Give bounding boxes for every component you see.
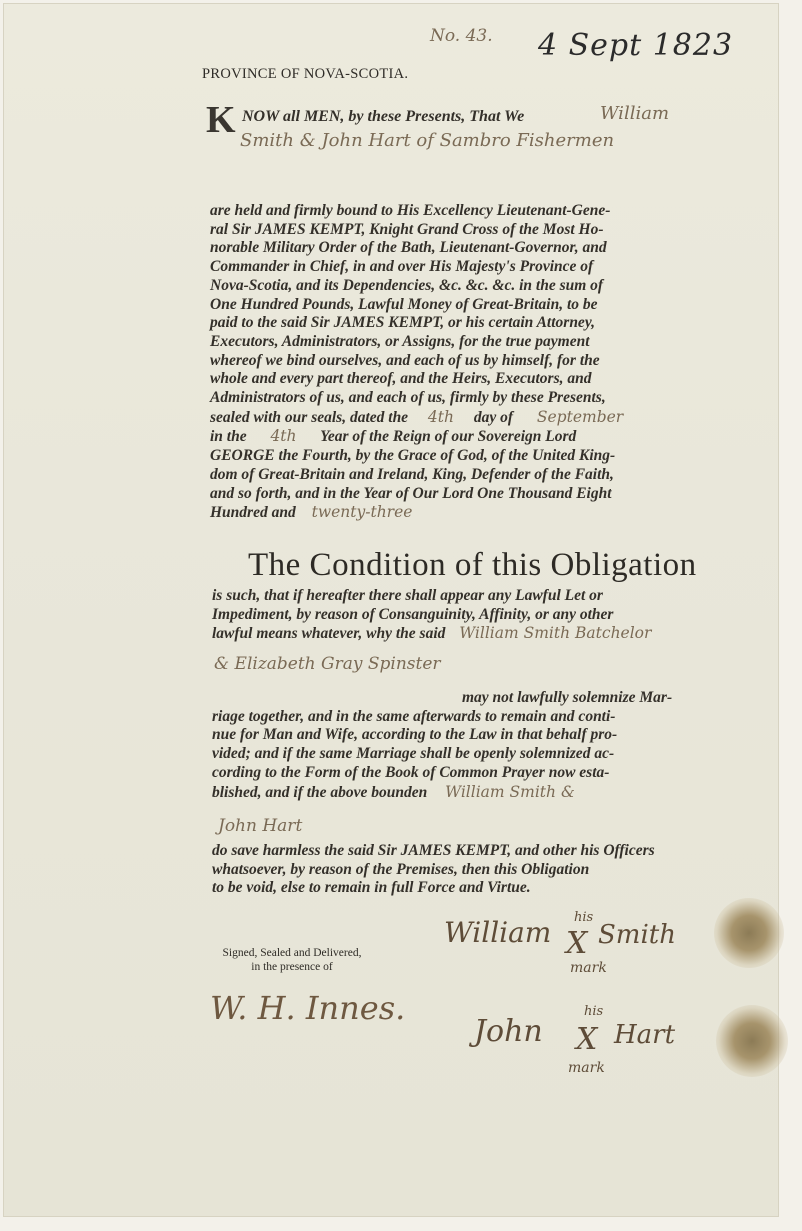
names-hand: & Elizabeth Gray Spinster [214,654,441,674]
sealed-line [210,408,730,428]
opening-hand-name: William [600,103,670,124]
marriage-line: riage together, and in the same afterwards to remain and conti- [212,707,616,725]
bounden-line [212,783,732,803]
bond-line: Commander in Chief, in and over His Majesty's Province of [210,258,594,276]
reign-line: and so forth, and in the Year of Our Lord One Thousand Eight [210,484,612,502]
document-page [4,4,778,1216]
harmless-line: do save harmless the said Sir JAMES KEMPT, and other his Officers [212,842,655,859]
bond-line: One Hundred Pounds, Lawful Money of Great-Britain, to be [210,295,598,313]
signature-1-his: his [574,910,594,925]
bond-line: ral Sir JAMES KEMPT, Knight Grand Cross of the Most Ho- [210,220,604,238]
hundred-print: Hundred and [210,504,296,522]
bond-line: Executors, Administrators, or Assigns, for the true payment [210,332,590,350]
harmless-line: to be void, else to remain in full Force and Virtue. [212,879,531,897]
opening-hand-names: Smith & John Hart of Sambro Fishermen [240,130,615,151]
marriage-line: vided; and if the same Marriage shall be openly solemnized ac- [212,745,615,763]
bounden-hand-2: John Hart [218,816,303,836]
reign-line: GEORGE the Fourth, by the Grace of God, of the United King- [210,447,616,465]
harmless-line: whatsoever, by reason of the Premises, then this Obligation [212,860,590,878]
drop-cap: K [206,99,236,141]
marriage-line: nue for Man and Wife, according to the Law in that behalf pro- [212,726,618,744]
reign-line [210,427,730,447]
lawful-hand: William Smith Batchelor [459,624,652,643]
sealed-day-hand: 4th [427,407,454,426]
lawful-line [212,624,732,644]
opening-print: NOW all MEN, by these Presents, That We [242,108,525,125]
province-heading: PROVINCE OF NOVA-SCOTIA. [202,66,409,82]
signature-1-last: Smith [598,920,676,950]
condition-line: Impediment, by reason of Consanguinity, Affinity, or any other [212,605,614,623]
date-note: 4 Sept 1823 [538,28,734,63]
reign-in-the: in the [210,428,247,446]
reign-year-hand: 4th [270,427,297,446]
marriage-line: cording to the Form of the Book of Common Prayer now esta- [212,763,610,781]
lawful-print: lawful means whatever, why the said [212,625,446,643]
witness-block [212,946,372,974]
bond-line: Nova-Scotia, and its Dependencies, &c. &c. &c. in the sum of [210,276,604,294]
harmless-paragraph [212,842,732,898]
condition-line: is such, that if hereafter there shall appear any Lawful Let or [212,587,603,604]
sealed-month-hand: September [536,407,624,426]
wax-seal-1 [700,884,784,982]
witness-line: Signed, Sealed and Delivered, [222,947,362,959]
sealed-day-of: day of [473,408,513,426]
condition-paragraph [212,587,732,644]
bond-line: whereof we bind ourselves, and each of us by himself, for the [210,351,600,369]
reign-line: dom of Great-Britain and Ireland, King, Defender of the Faith, [210,465,614,483]
signature-2-his: his [584,1004,604,1019]
reign-rest: Year of the Reign of our Sovereign Lord [320,428,577,446]
document-number-note: No. 43. [430,26,493,46]
signature-2-last: Hart [614,1020,676,1050]
signature-1-mark-label: mark [570,960,607,976]
signature-2-first: John [474,1014,543,1049]
bond-line: are held and firmly bound to His Excellency Lieutenant-Gene- [210,202,611,219]
witness-signature: W. H. Innes. [210,989,406,1027]
bond-line: Administrators of us, and each of us, firmly by these Presents, [210,389,606,407]
sealed-print: sealed with our seals, dated the [210,408,409,426]
witness-line: in the presence of [251,961,333,973]
bounden-print: blished, and if the above bounden [212,783,428,801]
signature-1-mark-x: X [566,926,588,961]
hundred-hand: twenty-three [311,503,413,522]
bond-line: paid to the said Sir JAMES KEMPT, or his certain Attorney, [210,314,595,332]
signature-1-first: William [444,916,552,949]
hundred-line [210,503,730,523]
signature-2-mark-x: X [576,1022,598,1057]
marriage-paragraph [212,689,732,802]
bond-line: whole and every part thereof, and the Heirs, Executors, and [210,370,592,388]
marriage-line: may not lawfully solemnize Mar- [462,689,673,706]
bond-paragraph [210,202,730,523]
wax-seal-2 [704,989,788,1089]
condition-heading: The Condition of this Obligation [248,547,697,583]
bond-line: norable Military Order of the Bath, Lieutenant-Governor, and [210,239,607,257]
signature-2-mark-label: mark [568,1060,605,1076]
bounden-hand: William Smith & [445,782,575,801]
